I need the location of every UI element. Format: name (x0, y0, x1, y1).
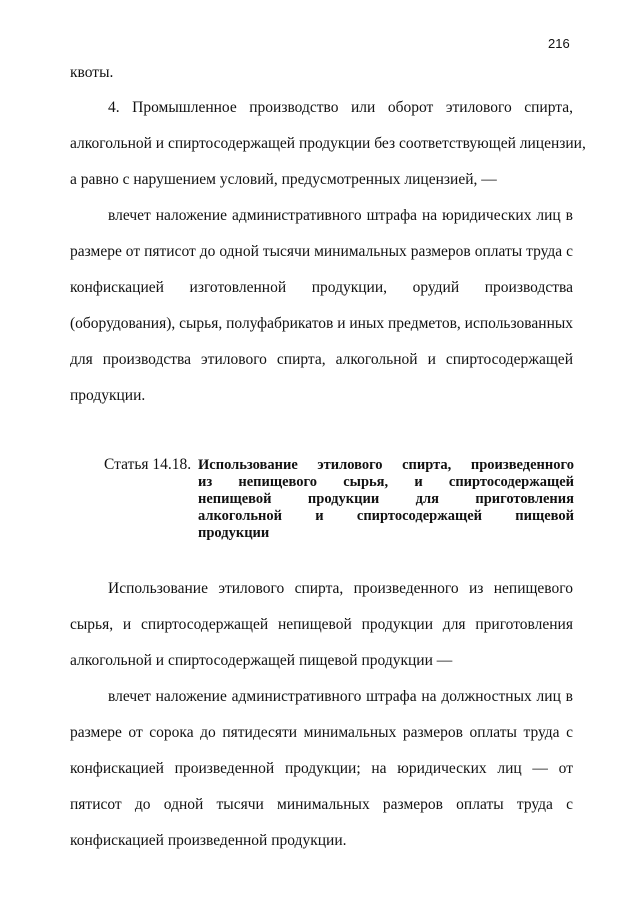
text-line: алкогольной и спиртосодержащей продукции без соответствующей лицензии, (70, 135, 586, 152)
text-line: влечет наложение административного штрафа на должностных лиц в (108, 688, 573, 705)
article-title-line: алкогольной и спиртосодержащей пищевой (198, 508, 574, 524)
text-line: а равно с нарушением условий, предусмотренных лицензией, — (70, 171, 497, 188)
article-title-line: Использование этилового спирта, произведенного (198, 457, 574, 473)
text-line: (оборудования), сырья, полуфабрикатов и иных предметов, использованных (70, 315, 574, 332)
text-line: Использование этилового спирта, произведенного из непищевого (108, 580, 573, 597)
text-line: конфискацией изготовленной продукции, орудий производства (70, 279, 573, 296)
page-number: 216 (548, 36, 570, 51)
text-line: 4. Промышленное производство или оборот этилового спирта, (108, 99, 573, 116)
text-line: конфискацией произведенной продукции; на юридических лиц — от (70, 760, 573, 777)
text-line: влечет наложение административного штрафа на юридических лиц в (108, 207, 573, 224)
article-title-line: непищевой продукции для приготовления (198, 491, 574, 507)
text-line: продукции. (70, 387, 146, 404)
text-line: сырья, и спиртосодержащей непищевой продукции для приготовления (70, 616, 573, 633)
text-line: конфискацией произведенной продукции. (70, 832, 347, 849)
article-title-line: из непищевого сырья, и спиртосодержащей (198, 474, 574, 490)
article-label: Статья 14.18. (104, 456, 192, 473)
text-line: для производства этилового спирта, алкогольной и спиртосодержащей (70, 351, 573, 368)
text-line: размере от сорока до пятидесяти минимальных размеров оплаты труда с (70, 724, 573, 741)
text-line: размере от пятисот до одной тысячи минимальных размеров оплаты труда с (70, 243, 573, 260)
article-title-line: продукции (198, 525, 270, 541)
text-line: пятисот до одной тысячи минимальных размеров оплаты труда с (70, 796, 573, 813)
text-line: квоты. (70, 64, 114, 81)
text-line: алкогольной и спиртосодержащей пищевой продукции — (70, 652, 453, 669)
